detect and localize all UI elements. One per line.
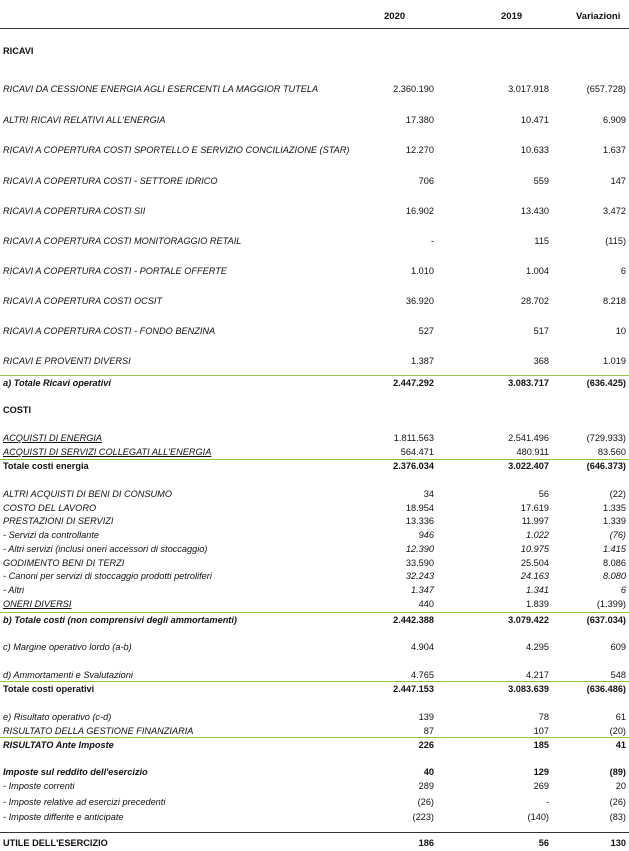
value-2020: 17.380 <box>405 115 434 125</box>
value-2020: 33.590 <box>405 558 434 568</box>
value-2020: 12.270 <box>405 145 434 155</box>
value-2019: 1.022 <box>526 530 549 540</box>
total-separator-line <box>0 612 629 613</box>
row-label: RICAVI A COPERTURA COSTI SII <box>3 206 146 216</box>
row-label: RICAVI A COPERTURA COSTI - FONDO BENZINA <box>3 326 216 336</box>
col-variazioni-header: Variazioni <box>576 11 621 22</box>
table-row <box>0 266 629 279</box>
value-2020: 1.811.563 <box>393 433 434 443</box>
value-2020: - <box>430 236 434 246</box>
value-variazioni: 8.218 <box>603 296 626 306</box>
col-2020-header: 2020 <box>384 11 406 22</box>
row-label: - Imposte correnti <box>3 781 75 791</box>
value-2019: 2.541.496 <box>508 433 549 443</box>
row-label: - Canoni per servizi di stoccaggio prodotti petroliferi <box>3 571 212 581</box>
value-2019: 56 <box>538 838 549 848</box>
value-2019: 269 <box>533 781 549 791</box>
row-label: ALTRI RICAVI RELATIVI ALL'ENERGIA <box>3 115 166 125</box>
value-variazioni: 1.019 <box>603 356 626 366</box>
row-label: - Imposte differite e anticipate <box>3 812 124 822</box>
value-2020: 2.360.190 <box>393 84 434 94</box>
value-2019: 10.471 <box>520 115 549 125</box>
value-2020: 2.376.034 <box>393 461 434 471</box>
table-row <box>0 544 629 557</box>
value-2020: 289 <box>418 781 434 791</box>
table-row <box>0 530 629 543</box>
value-2020: 18.954 <box>405 503 434 513</box>
table-row <box>0 712 629 725</box>
row-label: Totale costi operativi <box>3 684 95 694</box>
table-row <box>0 740 629 753</box>
value-2020: 440 <box>418 599 434 609</box>
row-label: ACQUISTI DI ENERGIA <box>3 433 103 443</box>
value-2019: 3.083.639 <box>508 684 549 694</box>
value-2019: 10.975 <box>520 544 549 554</box>
value-2020: 40 <box>423 767 434 777</box>
value-2019: 3.017.918 <box>508 84 549 94</box>
row-label: PRESTAZIONI DI SERVIZI <box>3 516 114 526</box>
row-label: - Imposte relative ad esercizi precedenti <box>3 797 166 807</box>
table-row <box>0 670 629 683</box>
table-row <box>0 599 629 612</box>
value-2019: 559 <box>533 176 549 186</box>
value-variazioni: 6 <box>620 266 626 276</box>
value-2020: 226 <box>418 740 434 750</box>
value-variazioni: (729.933) <box>586 433 626 443</box>
table-row <box>0 433 629 446</box>
table-row <box>0 489 629 502</box>
row-label: RICAVI A COPERTURA COSTI MONITORAGGIO RETAIL <box>3 236 242 246</box>
value-2019: 10.633 <box>520 145 549 155</box>
table-row <box>0 812 629 825</box>
value-variazioni: 609 <box>610 642 626 652</box>
value-2019: 17.619 <box>520 503 549 513</box>
value-2020: 12.390 <box>405 544 434 554</box>
value-2020: 32.243 <box>405 571 434 581</box>
value-variazioni: 147 <box>610 176 626 186</box>
value-variazioni: (637.034) <box>586 615 626 625</box>
value-2019: 4.295 <box>526 642 549 652</box>
value-2020: 16.902 <box>405 206 434 216</box>
value-2019: 3.022.407 <box>508 461 549 471</box>
row-label: b) Totale costi (non comprensivi degli ammortamenti) <box>3 615 237 625</box>
row-label: RISULTATO Ante Imposte <box>3 740 114 750</box>
table-row <box>0 447 629 460</box>
value-variazioni: (22) <box>609 489 626 499</box>
value-variazioni: 8.080 <box>603 571 626 581</box>
value-variazioni: (646.373) <box>586 461 626 471</box>
table-row <box>0 838 629 851</box>
col-2019-header: 2019 <box>501 11 523 22</box>
value-variazioni: (636.425) <box>586 378 626 388</box>
row-label: d) Ammortamenti e Svalutazioni <box>3 670 133 680</box>
table-row <box>0 356 629 369</box>
table-row <box>0 206 629 219</box>
row-label: RICAVI E PROVENTI DIVERSI <box>3 356 131 366</box>
value-variazioni: 20 <box>615 781 626 791</box>
value-variazioni: 6 <box>620 585 626 595</box>
value-2020: 2.447.153 <box>393 684 434 694</box>
table-header <box>0 0 629 29</box>
value-2020: 4.765 <box>411 670 434 680</box>
table-row <box>0 585 629 598</box>
row-label: RICAVI DA CESSIONE ENERGIA AGLI ESERCENTI LA MAGGIOR TUTELA <box>3 84 319 94</box>
value-variazioni: (26) <box>609 797 626 807</box>
value-variazioni: 1.335 <box>603 503 626 513</box>
value-2019: 517 <box>533 326 549 336</box>
value-variazioni: (76) <box>609 530 626 540</box>
row-label: RICAVI A COPERTURA COSTI SPORTELLO E SERVIZIO CONCILIAZIONE (STAR) <box>3 145 350 155</box>
value-variazioni: 1.415 <box>603 544 626 554</box>
table-row <box>0 236 629 249</box>
row-label: a) Totale Ricavi operativi <box>3 378 111 388</box>
value-2019: 185 <box>533 740 549 750</box>
value-2019: 11.997 <box>521 516 549 526</box>
row-label: Totale costi energia <box>3 461 89 471</box>
value-2020: 946 <box>418 530 434 540</box>
table-row <box>0 296 629 309</box>
value-2019: - <box>545 797 549 807</box>
value-2019: 78 <box>538 712 549 722</box>
row-label: - Servizi da controllante <box>3 530 100 540</box>
value-2020: 87 <box>423 726 434 736</box>
value-2019: 107 <box>533 726 549 736</box>
value-2019: 13.430 <box>520 206 549 216</box>
row-label: ACQUISTI DI SERVIZI COLLEGATI ALL'ENERGIA <box>3 447 212 457</box>
row-label: RICAVI A COPERTURA COSTI - PORTALE OFFERTE <box>3 266 227 276</box>
value-2020: 527 <box>418 326 434 336</box>
row-label: COSTO DEL LAVORO <box>3 503 97 513</box>
value-2020: 2.442.388 <box>393 615 434 625</box>
value-variazioni: 6.909 <box>603 115 626 125</box>
row-label: - Altri servizi (inclusi oneri accessori di stoccaggio) <box>3 544 208 554</box>
value-variazioni: 3.472 <box>603 206 626 216</box>
table-row <box>0 558 629 571</box>
value-2019: 56 <box>538 489 549 499</box>
value-variazioni: 41 <box>615 740 626 750</box>
table-row <box>0 726 629 739</box>
value-2019: 115 <box>534 236 549 246</box>
value-variazioni: (636.486) <box>586 684 626 694</box>
value-variazioni: (89) <box>609 767 626 777</box>
row-label: - Altri <box>3 585 25 595</box>
value-2020: (26) <box>417 797 434 807</box>
value-2020: 139 <box>418 712 434 722</box>
value-2020: 36.920 <box>405 296 434 306</box>
value-2019: 368 <box>533 356 549 366</box>
value-2020: 2.447.292 <box>393 378 434 388</box>
total-separator-line <box>0 375 629 376</box>
value-2019: 1.341 <box>526 585 549 595</box>
value-2020: 34 <box>423 489 434 499</box>
value-2019: 25.504 <box>520 558 549 568</box>
row-label: RICAVI A COPERTURA COSTI OCSIT <box>3 296 163 306</box>
value-variazioni: (20) <box>609 726 626 736</box>
value-2019: 1.839 <box>526 599 549 609</box>
table-row <box>0 378 629 391</box>
value-2019: 24.163 <box>520 571 549 581</box>
value-2019: 129 <box>533 767 549 777</box>
table-row <box>0 781 629 794</box>
value-2019: 28.702 <box>520 296 549 306</box>
value-2020: 186 <box>418 838 434 848</box>
value-variazioni: (83) <box>609 812 626 822</box>
section-label: RICAVI <box>3 46 34 56</box>
table-row <box>0 145 629 158</box>
table-row <box>0 516 629 529</box>
value-2019: 3.083.717 <box>508 378 549 388</box>
table-row <box>0 571 629 584</box>
value-variazioni: 1.637 <box>603 145 626 155</box>
row-label: Imposte sul reddito dell'esercizio <box>3 767 148 777</box>
value-variazioni: 10 <box>615 326 626 336</box>
table-row <box>0 326 629 339</box>
value-variazioni: (1.399) <box>596 599 626 609</box>
table-row <box>0 176 629 189</box>
row-label: ONERI DIVERSI <box>3 599 72 609</box>
row-label: RICAVI A COPERTURA COSTI - SETTORE IDRICO <box>3 176 218 186</box>
row-label: RISULTATO DELLA GESTIONE FINANZIARIA <box>3 726 194 736</box>
value-variazioni: 130 <box>610 838 626 848</box>
value-variazioni: (657.728) <box>586 84 626 94</box>
value-variazioni: 548 <box>610 670 626 680</box>
row-label: ALTRI ACQUISTI DI BENI DI CONSUMO <box>3 489 172 499</box>
row-label: e) Risultato operativo (c-d) <box>3 712 112 722</box>
table-row <box>0 615 629 628</box>
table-row <box>0 115 629 128</box>
value-2019: 3.079.422 <box>508 615 549 625</box>
value-variazioni: 83.560 <box>597 447 626 457</box>
value-variazioni: 61 <box>615 712 626 722</box>
row-label: c) Margine operativo lordo (a-b) <box>3 642 132 652</box>
table-row <box>0 503 629 516</box>
value-2020: 13.336 <box>405 516 434 526</box>
value-variazioni: (115) <box>605 236 626 246</box>
section-label: COSTI <box>3 405 32 415</box>
section-ricavi <box>0 46 629 59</box>
table-row <box>0 642 629 655</box>
value-2019: (140) <box>527 812 549 822</box>
value-2020: 1.347 <box>411 585 434 595</box>
value-2020: 4.904 <box>411 642 434 652</box>
value-variazioni: 8.086 <box>603 558 626 568</box>
value-variazioni: 1.339 <box>603 516 626 526</box>
table-row <box>0 767 629 780</box>
table-row <box>0 797 629 810</box>
value-2019: 1.004 <box>526 266 549 276</box>
table-row <box>0 461 629 474</box>
table-row <box>0 684 629 697</box>
section-costi <box>0 405 629 418</box>
row-label: GODIMENTO BENI DI TERZI <box>3 558 125 568</box>
value-2020: 1.010 <box>411 266 434 276</box>
value-2019: 480.911 <box>516 447 549 457</box>
value-2020: 706 <box>418 176 434 186</box>
row-label: UTILE DELL'ESERCIZIO <box>3 838 108 848</box>
value-2020: 1.387 <box>411 356 434 366</box>
final-separator-line <box>0 832 629 833</box>
value-2020: (223) <box>412 812 434 822</box>
value-2020: 564.471 <box>400 447 434 457</box>
value-2019: 4.217 <box>526 670 549 680</box>
table-row <box>0 84 629 97</box>
